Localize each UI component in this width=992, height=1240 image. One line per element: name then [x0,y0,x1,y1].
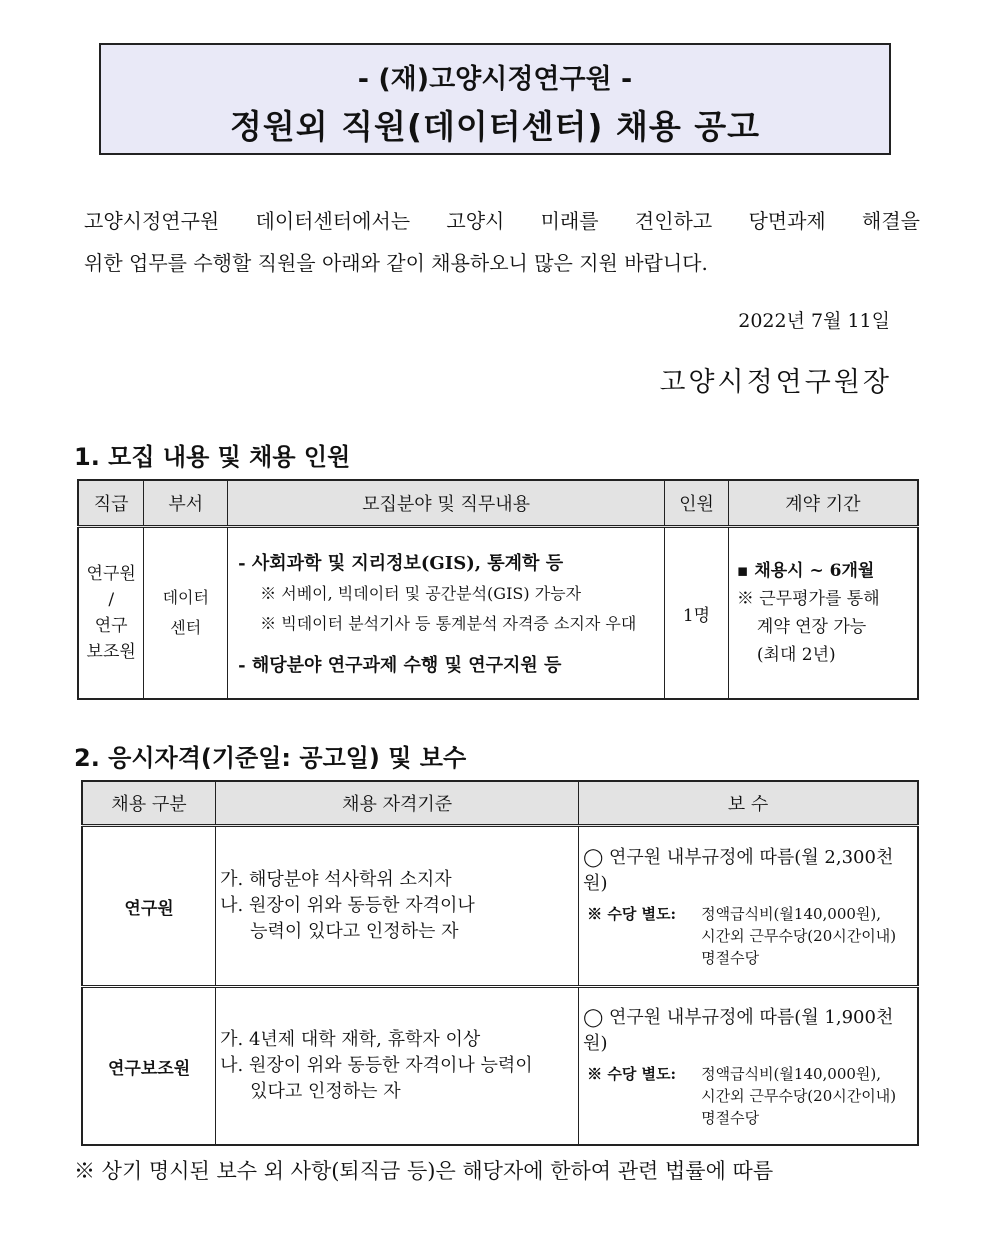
pay-main: ◯ 연구원 내부규정에 따름(월 1,900천원) [583,1007,894,1054]
signer: 고양시정연구원장 [659,367,892,398]
qual-line: 가. 4년제 대학 재학, 휴학자 이상 [220,1029,481,1050]
qual-line: 나. 원장이 위와 동등한 자격이나 능력이 [220,1055,533,1076]
page-title: 정원외 직원(데이터센터) 채용 공고 [230,107,760,146]
qual-line: 나. 원장이 위와 동등한 자격이나 [220,895,475,916]
count-cell: 1명 [665,527,729,700]
term-cell [728,527,918,700]
qualification-table [81,780,919,1146]
term-note-2: 계약 연장 가능 [756,617,867,637]
table-header-row [78,480,918,527]
category-cell: 연구원 [82,826,216,987]
dept-cell [144,527,228,700]
notice-date: 2022년 7월 11일 [738,310,890,332]
qual-line: 능력이 있다고 인정하는 자 [250,921,459,942]
header-count: 인원 [665,480,729,527]
rank-line: 연구원 [86,564,136,584]
header-category: 채용 구분 [82,781,216,826]
recruitment-table [77,479,919,700]
allowance-label: ※ 수당 별도: [587,905,677,923]
intro-line-2: 위한 업무를 수행할 직원을 아래와 같이 채용하오니 많은 지원 바랍니다. [84,251,708,275]
pay-cell [579,826,918,987]
category-cell: 연구보조원 [82,987,216,1146]
header-term: 계약 기간 [728,480,918,527]
allowance-line: 시간외 근무수당(20시간이내) [701,1087,897,1105]
section-1-heading: 1. 모집 내용 및 채용 인원 [74,443,351,471]
allowance-line: 정액급식비(월140,000원), [701,1065,882,1083]
header-qualification: 채용 자격기준 [216,781,579,826]
duty-main-1: - 사회과학 및 지리정보(GIS), 통계학 등 [238,553,564,574]
pay-main: ◯ 연구원 내부규정에 따름(월 2,300천원) [583,847,894,894]
duty-main-2: - 해당분야 연구과제 수행 및 연구지원 등 [238,655,562,676]
table-row [82,987,918,1146]
table-header-row [82,781,918,826]
duty-sub-1: ※ 서베이, 빅데이터 및 공간분석(GIS) 가능자 [260,584,582,603]
header-pay: 보 수 [579,781,918,826]
rank-line: / [108,590,115,610]
term-main: ▪ 채용시 ~ 6개월 [736,561,875,581]
allowance-line: 명절수당 [701,949,760,967]
rank-cell [78,527,144,700]
dept-line: 데이터 [162,588,209,607]
qual-line: 가. 해당분야 석사학위 소지자 [220,869,452,890]
term-note-1: ※ 근무평가를 통해 [736,589,880,609]
allowance [583,1063,916,1129]
allowance [583,903,916,969]
table-row [78,527,918,700]
org-line: - (재)고양시정연구원 - [357,64,633,95]
table-row [82,826,918,987]
pay-cell [579,987,918,1146]
section-2-heading: 2. 응시자격(기준일: 공고일) 및 보수 [74,744,467,772]
qualification-cell [216,826,579,987]
allowance-label: ※ 수당 별도: [587,1065,677,1083]
intro-line-1: 고양시정연구원 데이터센터에서는 고양시 미래를 견인하고 당면과제 해결을 [84,209,920,233]
header-rank: 직급 [78,480,144,527]
qual-line: 있다고 인정하는 자 [250,1081,401,1102]
rank-line: 보조원 [86,642,136,662]
allowance-line: 시간외 근무수당(20시간이내) [701,927,897,945]
intro-paragraph [84,200,920,284]
dept-line: 센터 [170,618,202,637]
qualification-cell [216,987,579,1146]
allowance-line: 정액급식비(월140,000원), [701,905,882,923]
header-dept: 부서 [144,480,228,527]
duty-cell [228,527,665,700]
rank-line: 연구 [94,616,128,636]
header-duty: 모집분야 및 직무내용 [228,480,665,527]
title-box [99,43,891,155]
term-note-3: (최대 2년) [756,645,836,665]
footnote: ※ 상기 명시된 보수 외 사항(퇴직금 등)은 해당자에 한하여 관련 법률에 따름 [74,1159,774,1183]
allowance-line: 명절수당 [701,1109,760,1127]
duty-sub-2: ※ 빅데이터 분석기사 등 통계분석 자격증 소지자 우대 [260,614,637,633]
